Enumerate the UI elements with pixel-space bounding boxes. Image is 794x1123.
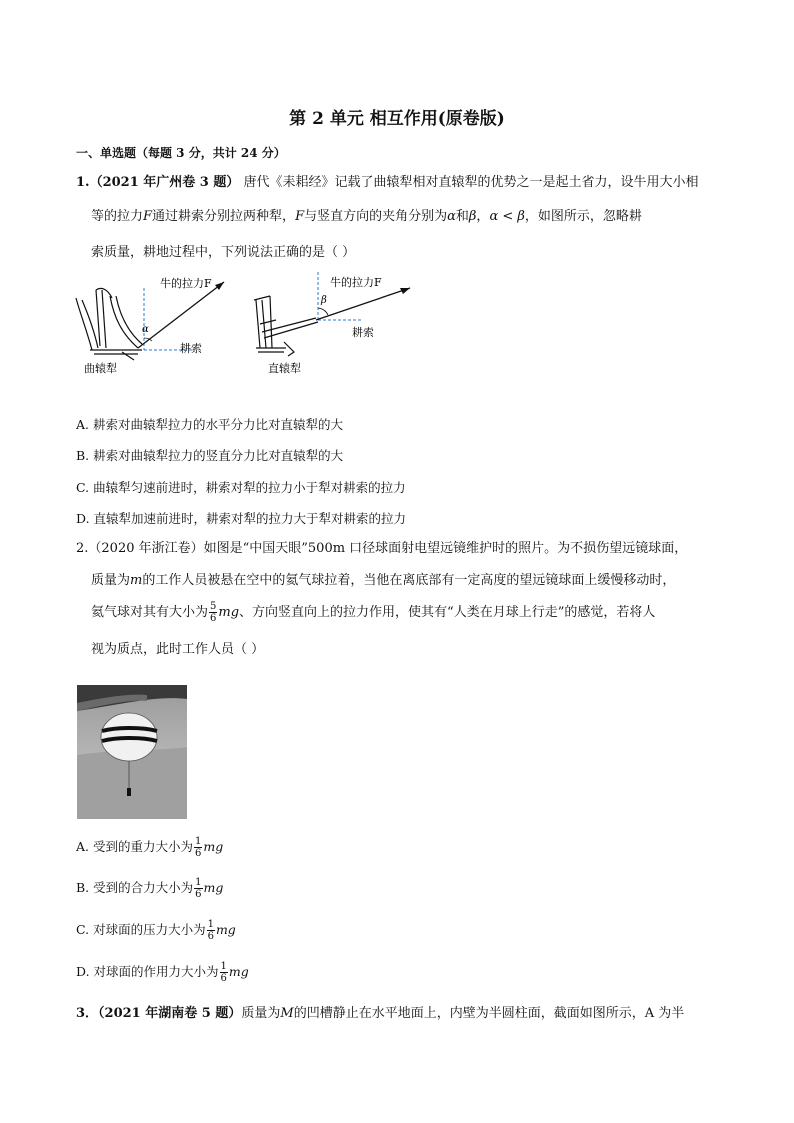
q2-option-d-text: D. 对球面的作用力大小为 bbox=[76, 964, 219, 979]
q2-option-a-text: A. 受到的重力大小为 bbox=[76, 839, 193, 854]
q2-option-d-unit: mg bbox=[228, 964, 249, 979]
q1-line1 bbox=[76, 174, 699, 192]
q2-option-b bbox=[76, 877, 223, 900]
q2-var-m: m bbox=[130, 573, 143, 588]
plow-figure bbox=[66, 268, 426, 380]
q2-option-c-text: C. 对球面的压力大小为 bbox=[76, 922, 206, 937]
q1-var-alpha: α bbox=[447, 209, 456, 224]
q1-compare: α < β bbox=[489, 209, 525, 224]
q2-frac-den: 6 bbox=[210, 613, 217, 624]
q2-option-d-num: 1 bbox=[220, 961, 227, 972]
q1-line2: 等的拉力F通过耕索分别拉两种犁，F与竖直方向的夹角分别为α和β，α < β，如图所示，忽略耕 bbox=[91, 209, 642, 224]
right-pull-arrow bbox=[316, 288, 410, 320]
q2-option-c bbox=[76, 919, 236, 942]
q2-option-d-fraction bbox=[220, 961, 228, 984]
q2-line3 bbox=[91, 600, 655, 626]
q2-mg: mg bbox=[218, 605, 240, 620]
q2-text2b: 的工作人员被悬在空中的氦气球拉着，当他在离底部有一定高度的望远镜球面上缓慢移动时， bbox=[142, 573, 676, 588]
q2-option-b-unit: mg bbox=[203, 880, 224, 895]
q2-option-a-den: 6 bbox=[194, 848, 202, 859]
left-pull-arrow bbox=[138, 282, 224, 348]
curved-plow-drawing bbox=[76, 288, 142, 360]
q2-frac-num: 5 bbox=[210, 601, 217, 612]
right-angle-arc bbox=[318, 308, 328, 315]
q2-option-c-fraction bbox=[207, 919, 215, 942]
q2-option-a bbox=[76, 836, 223, 859]
q2-option-b-den: 6 bbox=[195, 889, 202, 900]
q1-text-and: 和 bbox=[455, 209, 469, 224]
q2-fraction bbox=[209, 601, 217, 624]
right-plow-name: 直辕犁 bbox=[268, 362, 301, 375]
q2-line4: 视为质点，此时工作人员（ ） bbox=[91, 642, 265, 657]
q2-option-b-num: 1 bbox=[195, 877, 202, 888]
q1-var-f: F bbox=[143, 209, 153, 224]
q1-source: （2021 年广州卷 3 题） bbox=[89, 175, 240, 190]
q2-option-c-unit: mg bbox=[215, 922, 236, 937]
q2-text3a: 氦气球对其有大小为 bbox=[91, 605, 209, 620]
right-rope-label: 耕索 bbox=[352, 326, 374, 339]
q2-option-d bbox=[76, 961, 249, 984]
right-pull-label: 牛的拉力F bbox=[330, 276, 382, 289]
q1-line3: 索质量，耕地过程中，下列说法正确的是（ ） bbox=[91, 245, 356, 260]
alpha-label: α bbox=[142, 324, 149, 335]
q3-source: （2021 年湖南卷 5 题） bbox=[98, 1006, 242, 1021]
right-arrowhead-icon bbox=[400, 288, 410, 294]
straight-plow-drawing bbox=[254, 296, 318, 356]
left-arrowhead-icon bbox=[215, 282, 224, 290]
q1-var-f2: F bbox=[295, 209, 305, 224]
q2-text2a: 质量为 bbox=[91, 573, 131, 588]
q1-option-b: B. 耕索对曲辕犁拉力的竖直分力比对直辕犁的大 bbox=[76, 448, 344, 463]
q1-text2a: 等的拉力 bbox=[91, 209, 144, 224]
q1-option-a: A. 耕索对曲辕犁拉力的水平分力比对直辕犁的大 bbox=[76, 417, 343, 432]
beta-label: β bbox=[321, 295, 327, 306]
q2-option-c-num: 1 bbox=[207, 919, 214, 930]
q2-option-a-fraction bbox=[194, 836, 202, 859]
q2-text1: （2020 年浙江卷）如图是“中国天眼”500m 口径球面射电望远镜维护时的照片。为不损伤望远镜球面， bbox=[88, 541, 688, 556]
left-plow-name: 曲辕犁 bbox=[84, 362, 117, 375]
q3-var-m: M bbox=[280, 1006, 294, 1021]
q2-option-a-unit: mg bbox=[203, 839, 224, 854]
q2-option-d-den: 6 bbox=[220, 973, 227, 984]
page-title: 第 2 单元 相互作用(原卷版) bbox=[289, 109, 505, 129]
q1-number: 1. bbox=[76, 175, 90, 190]
q2-number: 2. bbox=[76, 541, 89, 556]
left-rope-label: 耕索 bbox=[180, 342, 202, 355]
q1-text2b: 通过耕索分别拉两种犁， bbox=[152, 209, 296, 224]
balloon-photo bbox=[77, 685, 187, 819]
q1-text2c: 与竖直方向的夹角分别为 bbox=[304, 209, 448, 224]
q3-text-a: 质量为 bbox=[241, 1006, 281, 1021]
q1-text2d: ，如图所示，忽略耕 bbox=[524, 209, 642, 224]
q2-option-a-num: 1 bbox=[194, 836, 202, 847]
q3-number: 3． bbox=[76, 1006, 99, 1021]
q2-option-b-fraction bbox=[194, 877, 202, 900]
q3-line1 bbox=[76, 1005, 684, 1023]
q2-option-b-text: B. 受到的合力大小为 bbox=[76, 880, 194, 895]
q2-line2 bbox=[91, 572, 675, 590]
q2-line1 bbox=[76, 540, 687, 558]
q1-text1: 唐代《耒耜经》记载了曲辕犁相对直辕犁的优势之一是起土省力，设牛用大小相 bbox=[239, 175, 699, 190]
q2-option-c-den: 6 bbox=[207, 931, 214, 942]
q1-option-c: C. 曲辕犁匀速前进时，耕索对犁的拉力小于犁对耕索的拉力 bbox=[76, 480, 406, 495]
left-pull-label: 牛的拉力F bbox=[160, 277, 212, 290]
q1-option-d: D. 直辕犁加速前进时，耕索对犁的拉力大于犁对耕索的拉力 bbox=[76, 511, 407, 526]
q3-text-b: 的凹槽静止在水平地面上，内壁为半圆柱面，截面如图所示，A 为半 bbox=[293, 1006, 685, 1021]
section-heading: 一、单选题（每题 3 分，共计 24 分） bbox=[76, 146, 286, 160]
q1-var-beta: β bbox=[468, 209, 477, 224]
q2-text3b: 、方向竖直向上的拉力作用，使其有“人类在月球上行走”的感觉，若将人 bbox=[239, 605, 656, 620]
